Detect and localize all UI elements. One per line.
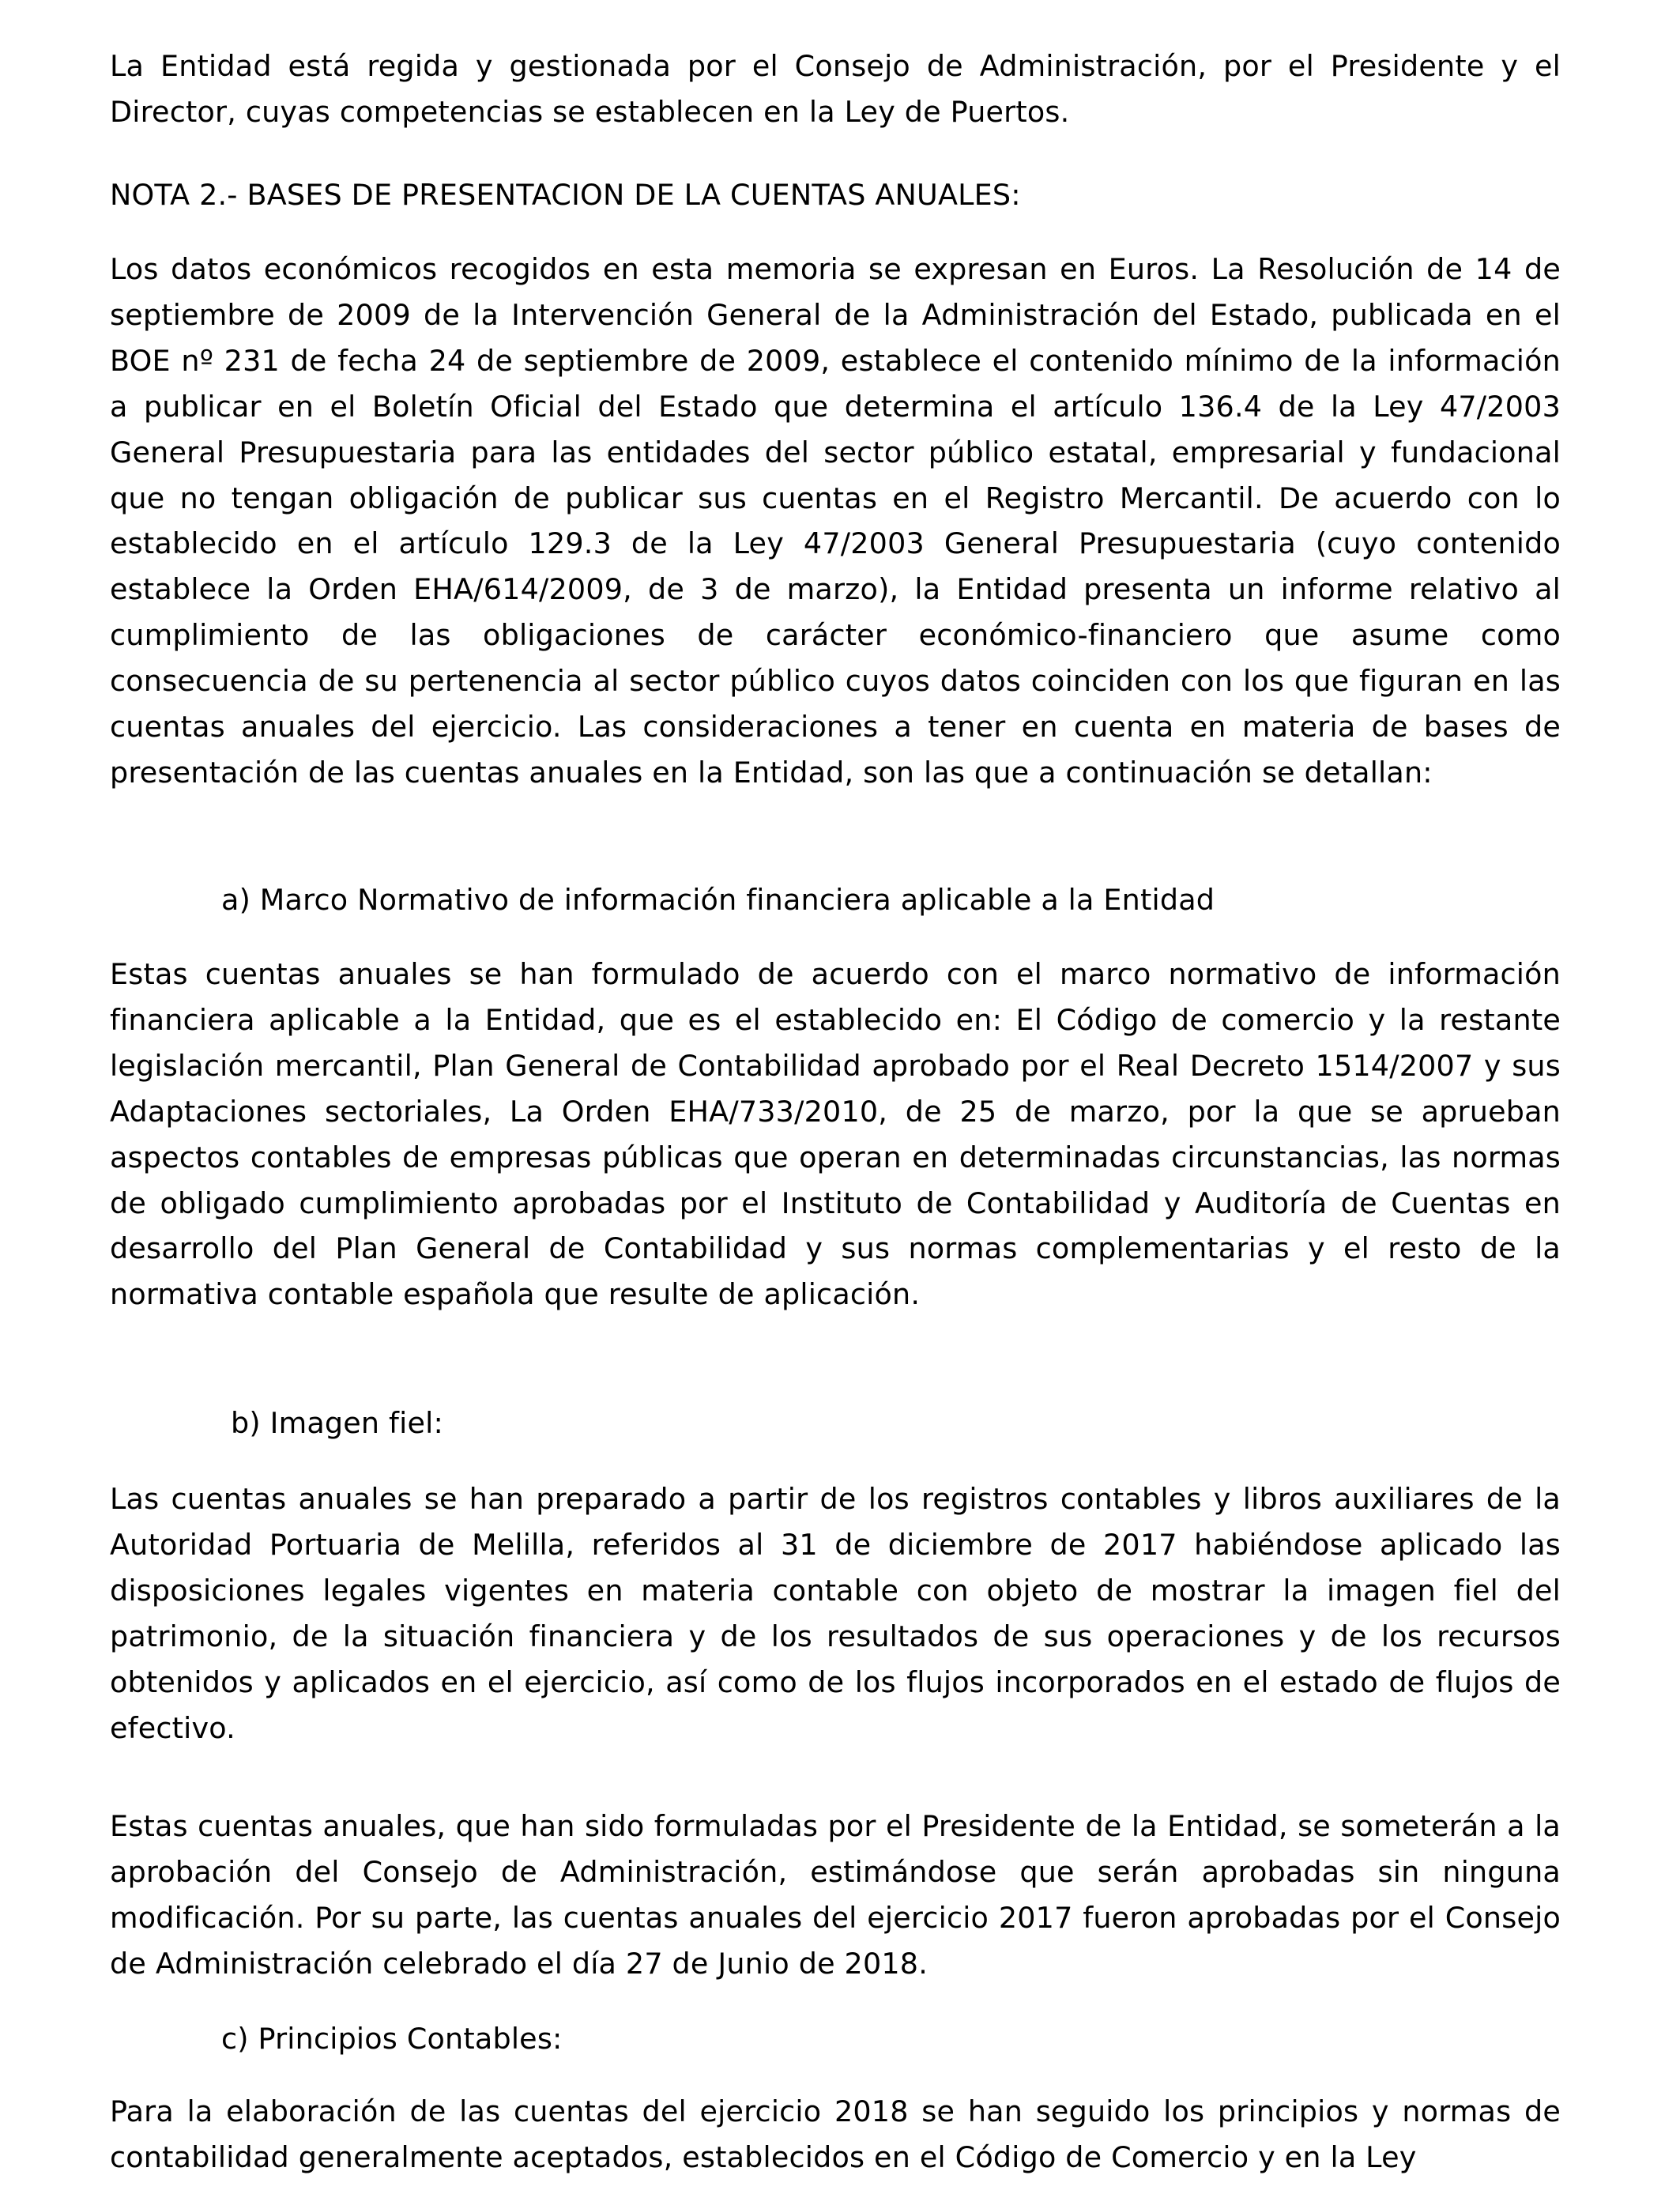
section-c-heading: c) Principios Contables:: [221, 2022, 563, 2056]
principios-paragraph: Para la elaboración de las cuentas del ejercicio 2018 se han seguido los principios y normas de contabilidad generalmente aceptados, establecidos en el Código de Comercio y en la Ley: [110, 2094, 1561, 2174]
section-a-heading: a) Marco Normativo de información financiera aplicable a la Entidad: [221, 883, 1215, 917]
formulation-paragraph: Estas cuentas anuales, que han sido formuladas por el Presidente de la Entidad, se someterán a la aprobación del Consejo de Administración, estimándose que serán aprobadas sin ninguna modificación. Por su parte, las cuentas anuales del ejercicio 2017 fueron aprobadas por el Consejo de Administración celebrado el día 27 de Junio de 2018.: [110, 1809, 1561, 1981]
section-b-heading: b) Imagen fiel:: [231, 1406, 443, 1440]
nota-2-heading: NOTA 2.- BASES DE PRESENTACION DE LA CUENTAS ANUALES:: [110, 178, 1021, 212]
bases-paragraph: Los datos económicos recogidos en esta memoria se expresan en Euros. La Resolución de 14 de septiembre de 2009 de la Intervención General de la Administración del Estado, publicada en el BOE nº 231 de fecha 24 de septiembre de 2009, establece el contenido mínimo de la información a publicar en el Boletín Oficial del Estado que determina el artículo 136.4 de la Ley 47/2003 General Presupuestaria para las entidades del sector público estatal, empresarial y fundacional que no tengan obligación de publicar sus cuentas en el Registro Mercantil. De acuerdo con lo establecido en el artículo 129.3 de la Ley 47/2003 General Presupuestaria (cuyo contenido establece la Orden EHA/614/2009, de 3 de marzo), la Entidad presenta un informe relativo al cumplimiento de las obligaciones de carácter económico-financiero que asume como consecuencia de su pertenencia al sector público cuyos datos coinciden con los que figuran en las cuentas anuales del ejercicio. Las consideraciones a tener en cuenta en materia de bases de presentación de las cuentas anuales en la Entidad, son las que a continuación se detallan:: [110, 252, 1561, 790]
intro-paragraph: La Entidad está regida y gestionada por el Consejo de Administración, por el Presidente y el Director, cuyas competencias se establecen en la Ley de Puertos.: [110, 49, 1561, 129]
imagen-fiel-paragraph: Las cuentas anuales se han preparado a partir de los registros contables y libros auxiliares de la Autoridad Portuaria de Melilla, referidos al 31 de diciembre de 2017 habiéndose aplicado las disposiciones legales vigentes en materia contable con objeto de mostrar la imagen fiel del patrimonio, de la situación financiera y de los resultados de sus operaciones y de los recursos obtenidos y aplicados en el ejercicio, así como de los flujos incorporados en el estado de flujos de efectivo.: [110, 1482, 1561, 1745]
marco-normativo-paragraph: Estas cuentas anuales se han formulado de acuerdo con el marco normativo de información financiera aplicable a la Entidad, que es el establecido en: El Código de comercio y la restante legislación mercantil, Plan General de Contabilidad aprobado por el Real Decreto 1514/2007 y sus Adaptaciones sectoriales, La Orden EHA/733/2010, de 25 de marzo, por la que se aprueban aspectos contables de empresas públicas que operan en determinadas circunstancias, las normas de obligado cumplimiento aprobadas por el Instituto de Contabilidad y Auditoría de Cuentas en desarrollo del Plan General de Contabilidad y sus normas complementarias y el resto de la normativa contable española que resulte de aplicación.: [110, 957, 1561, 1312]
